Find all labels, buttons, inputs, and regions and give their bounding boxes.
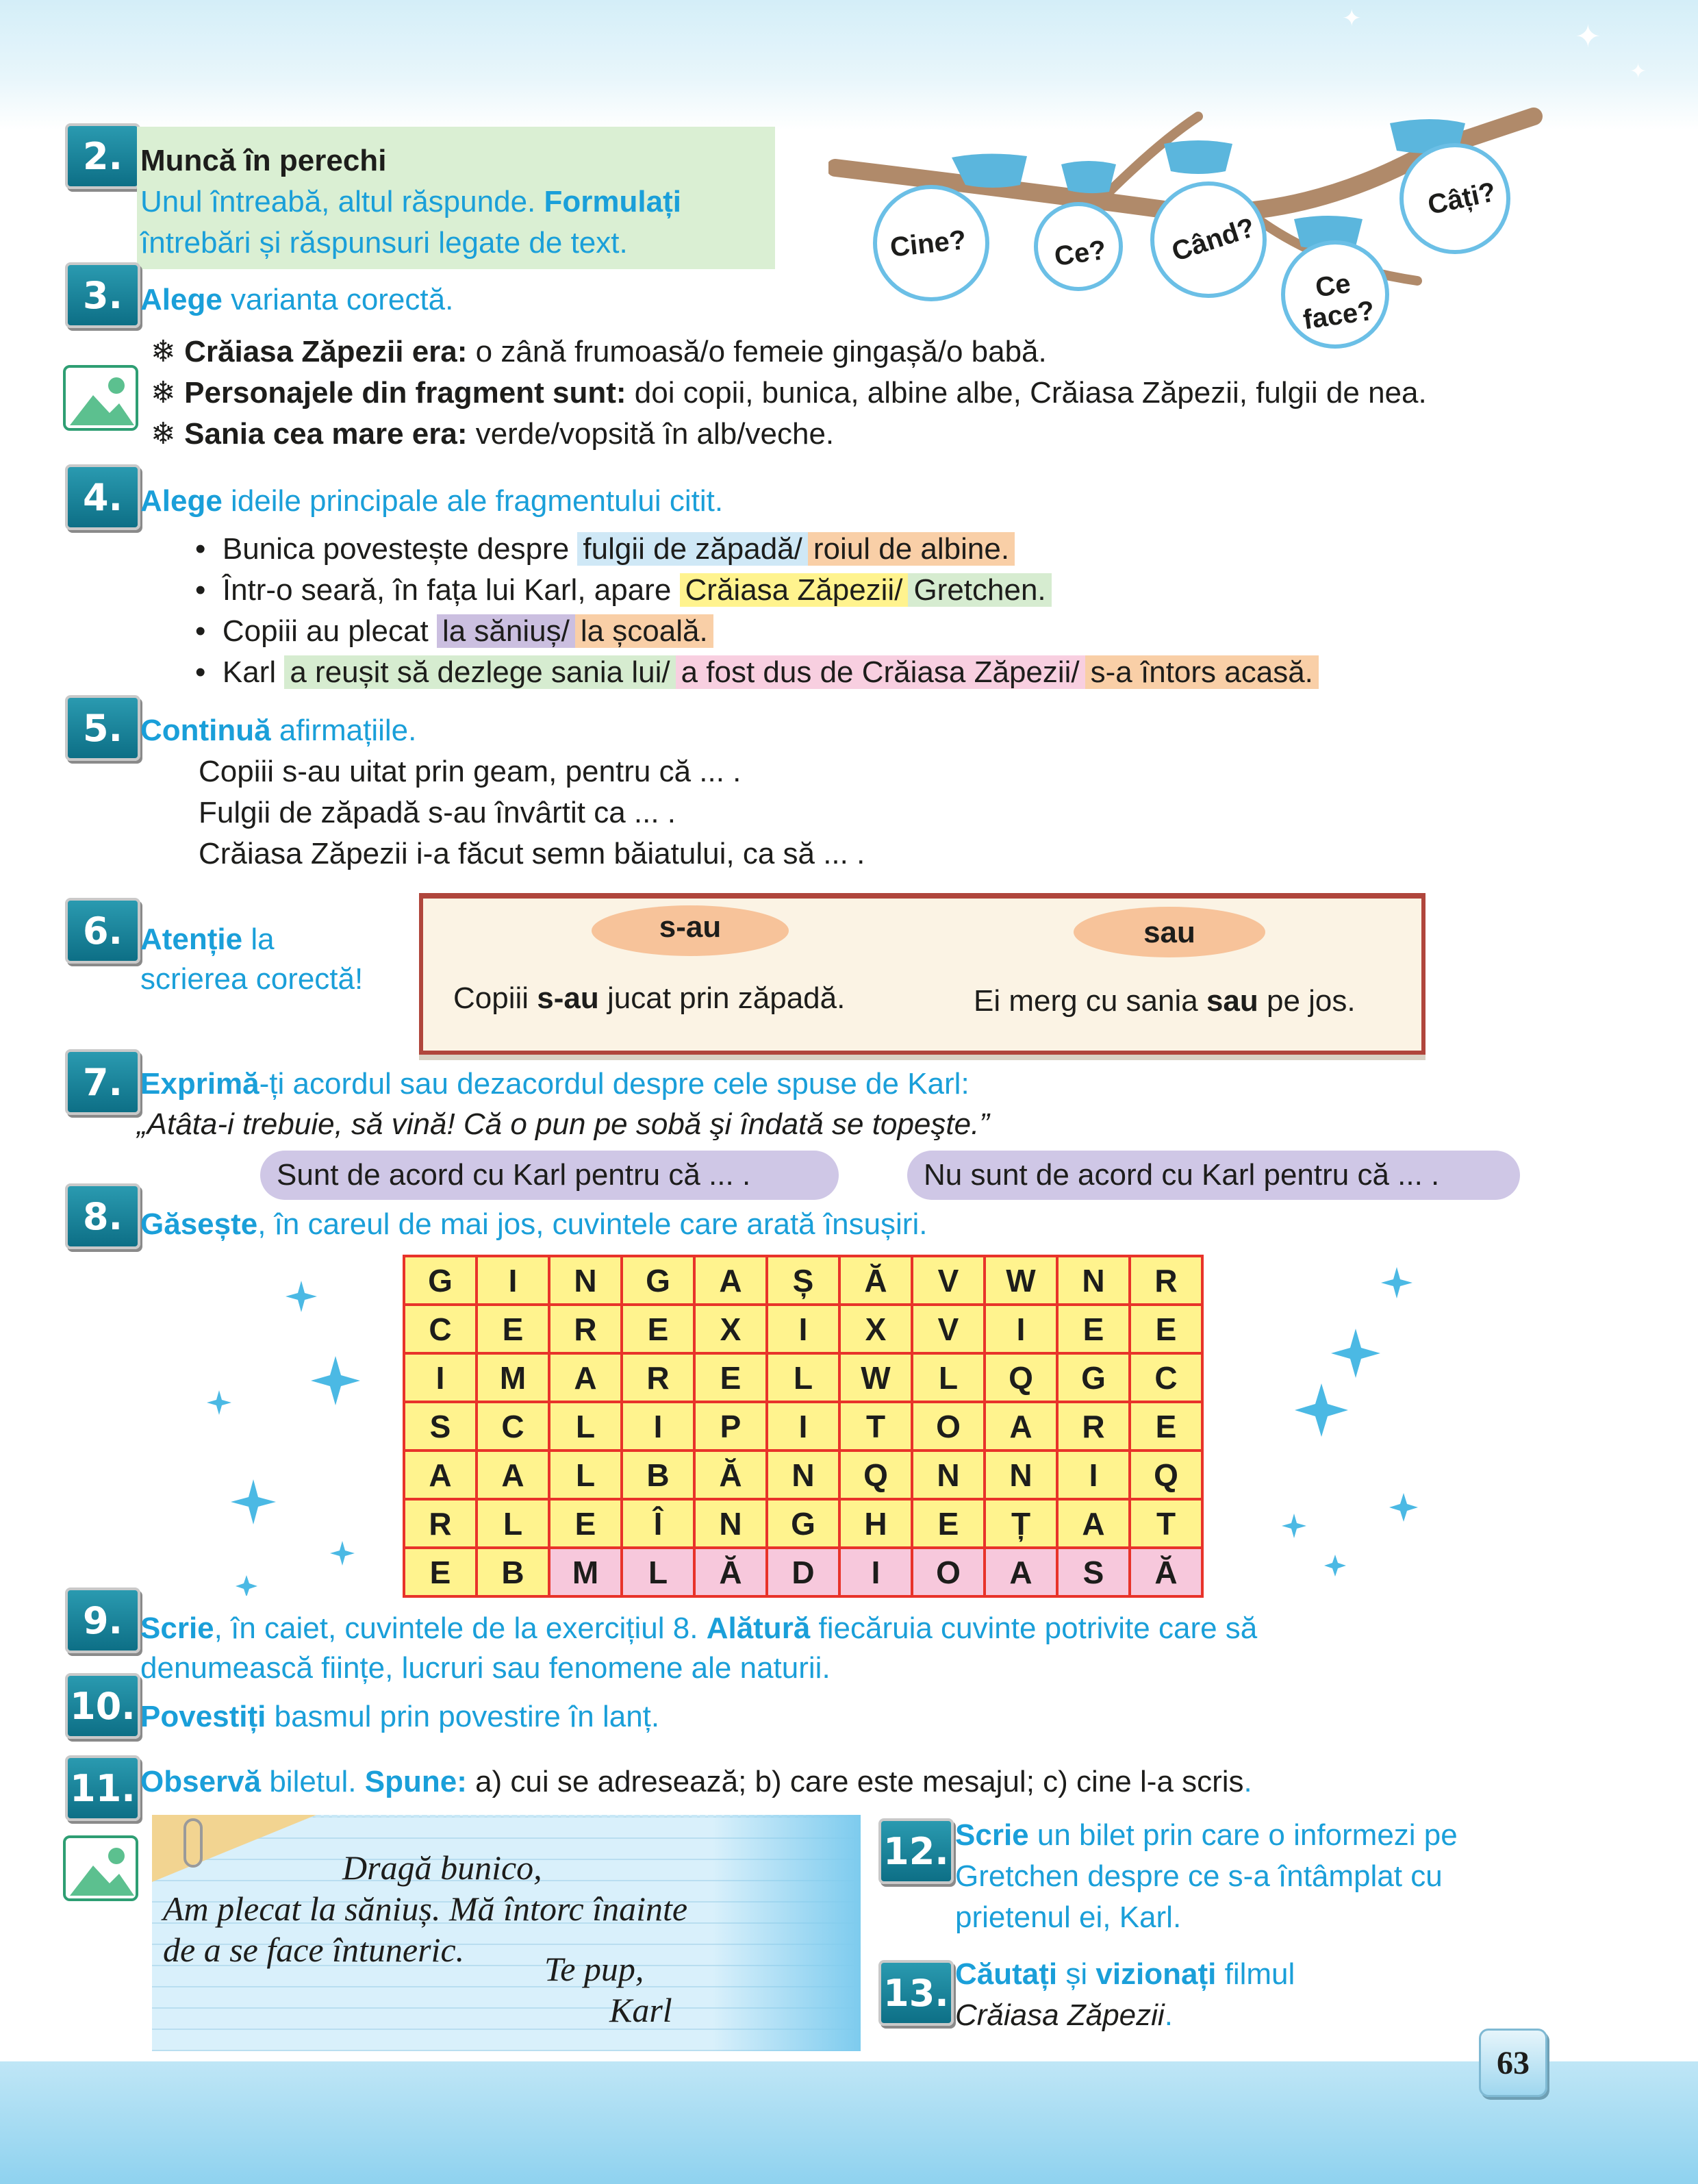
grid-cell[interactable]: T — [839, 1402, 912, 1451]
grid-cell[interactable]: I — [404, 1353, 477, 1402]
exercise-number-badge: 4. — [65, 464, 140, 530]
grid-cell[interactable]: O — [912, 1402, 985, 1451]
sparkle-icon: ✦ — [1575, 18, 1601, 54]
note-closing: Te pup, — [544, 1950, 644, 1988]
grid-cell[interactable]: L — [549, 1451, 622, 1499]
sparkles-right-decoration — [1253, 1253, 1431, 1596]
sparkle-icon: ✦ — [1630, 60, 1647, 83]
grid-cell[interactable]: C — [404, 1305, 477, 1353]
exercise-text: Crăiasa Zăpezii. — [955, 1998, 1173, 2032]
exercise-number-badge: 11. — [65, 1755, 140, 1821]
exercise-number-badge: 7. — [65, 1049, 140, 1115]
grid-cell[interactable]: Ă — [1130, 1548, 1202, 1596]
exercise-text: întrebări și răspunsuri legate de text. — [140, 226, 628, 260]
grid-row — [404, 1499, 1202, 1548]
snowflake-icon: ❄ — [151, 417, 185, 451]
exercise-text: Unul întreabă, altul răspunde. Formulați — [140, 185, 681, 218]
exercise-text: Observă biletul. Spune: a) cui se adresează; b) care este mesajul; c) cine l-a scris. — [140, 1765, 1252, 1798]
grid-cell[interactable]: X — [694, 1305, 767, 1353]
disagree-pill: Nu sunt de acord cu Karl pentru că ... . — [907, 1151, 1520, 1200]
grid-cell[interactable]: B — [622, 1451, 694, 1499]
grid-cell[interactable]: E — [622, 1305, 694, 1353]
page-number: 63 — [1479, 2029, 1547, 2097]
grid-cell[interactable]: I — [1057, 1451, 1130, 1499]
agree-pill: Sunt de acord cu Karl pentru că ... . — [260, 1151, 839, 1200]
exercise-text: Căutați și vizionați filmul — [955, 1957, 1295, 1991]
grid-cell[interactable]: G — [622, 1256, 694, 1305]
grid-cell[interactable]: N — [985, 1451, 1057, 1499]
grid-cell[interactable]: I — [985, 1305, 1057, 1353]
bubble-label: Cine? — [889, 225, 968, 263]
bullet-item: • Copiii au plecat la săniuș/ la școală. — [195, 611, 713, 652]
grid-row — [404, 1256, 1202, 1305]
choice-item: ❄ Sania cea mare era: verde/vopsită în alb/veche. — [151, 417, 835, 451]
grid-cell[interactable]: X — [839, 1305, 912, 1353]
grid-cell[interactable]: N — [912, 1451, 985, 1499]
grid-cell[interactable]: E — [404, 1548, 477, 1596]
grid-cell[interactable]: V — [912, 1305, 985, 1353]
grid-cell[interactable]: Ă — [694, 1451, 767, 1499]
bubble-label: Ce face? — [1301, 268, 1377, 336]
exercise-text: Scrie, în caiet, cuvintele de la exercițiul 8. Alătură fiecăruia cuvinte potrivite care să — [140, 1611, 1258, 1645]
sentence-line: Fulgii de zăpadă s-au învârtit ca ... . — [199, 796, 676, 829]
grid-cell[interactable]: A — [1057, 1499, 1130, 1548]
grid-cell[interactable]: S — [404, 1402, 477, 1451]
grid-cell[interactable]: E — [1130, 1305, 1202, 1353]
quote-text: „Atâta-i trebuie, să vină! Că o pun pe sobă şi îndată se topeşte.” — [137, 1107, 989, 1141]
bubble-label: Câți? — [1425, 177, 1499, 221]
note-greeting: Dragă bunico, — [342, 1848, 542, 1887]
exercise-number-badge: 13. — [878, 1960, 954, 2026]
note-signature: Karl — [609, 1991, 672, 2029]
exercise-text: Gretchen despre ce s-a întâmplat cu — [955, 1859, 1443, 1893]
grid-cell[interactable]: R — [622, 1353, 694, 1402]
grid-cell[interactable]: R — [549, 1305, 622, 1353]
exercise-text: denumească ființe, lucruri sau fenomene ale naturii. — [140, 1651, 831, 1685]
exercise-title: Exprimă-ți acordul sau dezacordul despre cele spuse de Karl: — [140, 1067, 970, 1101]
sparkles-left-decoration — [192, 1253, 370, 1596]
grid-cell[interactable]: V — [912, 1256, 985, 1305]
grid-cell[interactable]: N — [694, 1499, 767, 1548]
grid-cell[interactable]: I — [839, 1548, 912, 1596]
grid-cell[interactable]: A — [477, 1451, 549, 1499]
exercise-number-badge: 2. — [65, 123, 140, 189]
choice-item: ❄ Crăiasa Zăpezii era: o zână frumoasă/o femeie gingașă/o babă. — [151, 335, 1047, 368]
grid-cell[interactable]: Ș — [767, 1256, 839, 1305]
grid-cell[interactable]: G — [1057, 1353, 1130, 1402]
tag-label: s-au — [659, 910, 722, 944]
grid-cell[interactable]: E — [912, 1499, 985, 1548]
grid-cell[interactable]: I — [767, 1305, 839, 1353]
grid-cell[interactable]: M — [549, 1548, 622, 1596]
grid-cell[interactable]: H — [839, 1499, 912, 1548]
grid-cell[interactable]: B — [477, 1548, 549, 1596]
tag-label: sau — [1143, 916, 1195, 949]
footer-background — [0, 2061, 1698, 2184]
grid-cell[interactable]: R — [1057, 1402, 1130, 1451]
grid-row — [404, 1548, 1202, 1596]
grid-cell[interactable]: A — [404, 1451, 477, 1499]
grid-cell[interactable]: T — [1130, 1499, 1202, 1548]
exercise-text: prietenul ei, Karl. — [955, 1900, 1182, 1934]
grid-cell[interactable]: Ă — [839, 1256, 912, 1305]
bubble-label: Ce? — [1052, 234, 1108, 273]
exercise-title: Atenție la — [140, 922, 275, 956]
choice-item: ❄ Personajele din fragment sunt: doi copii, bunica, albine albe, Crăiasa Zăpezii, fulgii de nea. — [151, 376, 1427, 410]
example-sentence: Ei merg cu sania sau pe jos. — [974, 984, 1356, 1018]
bullet-item: • Karl a reușit să dezlege sania lui/ a fost dus de Crăiasa Zăpezii/ s-a întors acasă. — [195, 652, 1319, 693]
grid-cell[interactable]: L — [549, 1402, 622, 1451]
paperclip-icon — [183, 1818, 203, 1868]
grid-cell[interactable]: W — [839, 1353, 912, 1402]
exercise-number-badge: 12. — [878, 1818, 954, 1884]
grid-cell[interactable]: I — [767, 1402, 839, 1451]
grid-cell[interactable]: E — [1057, 1305, 1130, 1353]
example-sentence: Copiii s-au jucat prin zăpadă. — [453, 981, 846, 1015]
sentence-line: Crăiasa Zăpezii i-a făcut semn băiatului, ca să ... . — [199, 837, 865, 870]
exercise-title: Găsește, în careul de mai jos, cuvintele care arată însușiri. — [140, 1207, 928, 1241]
grid-cell[interactable]: Q — [985, 1353, 1057, 1402]
exercise-number-badge: 6. — [65, 898, 140, 964]
grid-row — [404, 1402, 1202, 1451]
grid-cell[interactable]: A — [985, 1402, 1057, 1451]
grid-cell[interactable]: W — [985, 1256, 1057, 1305]
sentence-line: Copiii s-au uitat prin geam, pentru că ... . — [199, 755, 742, 788]
exercise-title: scrierea corectă! — [140, 962, 364, 996]
grid-cell[interactable]: L — [767, 1353, 839, 1402]
grid-cell[interactable]: Ț — [985, 1499, 1057, 1548]
image-activity-icon — [63, 365, 138, 431]
exercise-title: Alege ideile principale ale fragmentului citit. — [140, 484, 724, 518]
grid-cell[interactable]: C — [477, 1402, 549, 1451]
exercise-number-badge: 3. — [65, 262, 140, 328]
grid-cell[interactable]: N — [549, 1256, 622, 1305]
grid-cell[interactable]: Q — [1130, 1451, 1202, 1499]
grid-cell[interactable]: Î — [622, 1499, 694, 1548]
word-search-grid — [403, 1255, 1204, 1598]
note-line: Am plecat la săniuș. Mă întorc înainte — [163, 1890, 688, 1928]
grid-cell[interactable]: R — [1130, 1256, 1202, 1305]
spelling-book — [419, 893, 1425, 1055]
snowflake-icon: ❄ — [151, 376, 185, 410]
grid-cell[interactable]: E — [694, 1353, 767, 1402]
exercise-number-badge: 10. — [65, 1673, 140, 1739]
grid-cell[interactable]: L — [912, 1353, 985, 1402]
grid-cell[interactable]: I — [477, 1256, 549, 1305]
bullet-item: • Bunica povestește despre fulgii de zăpadă/ roiul de albine. — [195, 529, 1015, 570]
grid-cell[interactable]: N — [1057, 1256, 1130, 1305]
grid-cell[interactable]: E — [549, 1499, 622, 1548]
snowflake-icon: ❄ — [151, 335, 185, 368]
exercise-text: Scrie un bilet prin care o informezi pe — [955, 1818, 1458, 1852]
sparkle-icon: ✦ — [1342, 5, 1362, 32]
grid-row — [404, 1353, 1202, 1402]
grid-cell[interactable]: A — [549, 1353, 622, 1402]
grid-cell[interactable]: S — [1057, 1548, 1130, 1596]
grid-cell[interactable]: C — [1130, 1353, 1202, 1402]
grid-row — [404, 1451, 1202, 1499]
grid-cell[interactable]: O — [912, 1548, 985, 1596]
grid-cell[interactable]: E — [477, 1305, 549, 1353]
grid-row — [404, 1305, 1202, 1353]
exercise-text: Povestiți basmul prin povestire în lanț. — [140, 1700, 660, 1733]
grid-cell[interactable]: A — [694, 1256, 767, 1305]
bullet-item: • Într-o seară, în fața lui Karl, apare Crăiasa Zăpezii/ Gretchen. — [195, 570, 1052, 611]
grid-cell[interactable]: E — [1130, 1402, 1202, 1451]
grid-cell[interactable]: L — [477, 1499, 549, 1548]
grid-cell[interactable]: M — [477, 1353, 549, 1402]
exercise-number-badge: 5. — [65, 695, 140, 761]
image-activity-icon — [63, 1835, 138, 1901]
grid-cell[interactable]: L — [622, 1548, 694, 1596]
note-line: de a se face întuneric. — [163, 1931, 465, 1969]
grid-cell[interactable]: R — [404, 1499, 477, 1548]
grid-cell[interactable]: G — [404, 1256, 477, 1305]
exercise-title: Continuă afirmațiile. — [140, 714, 417, 747]
grid-cell[interactable]: Q — [839, 1451, 912, 1499]
exercise-title: Alege varianta corectă. — [140, 283, 454, 316]
grid-cell[interactable]: G — [767, 1499, 839, 1548]
bubble-label: Când? — [1168, 212, 1259, 268]
grid-cell[interactable]: A — [985, 1548, 1057, 1596]
exercise-number-badge: 9. — [65, 1587, 140, 1653]
grid-cell[interactable]: Ă — [694, 1548, 767, 1596]
exercise-number-badge: 8. — [65, 1183, 140, 1249]
note-paper-shade — [712, 1815, 861, 2051]
grid-cell[interactable]: P — [694, 1402, 767, 1451]
exercise-title: Muncă în perechi — [140, 144, 387, 177]
grid-cell[interactable]: I — [622, 1402, 694, 1451]
grid-cell[interactable]: D — [767, 1548, 839, 1596]
grid-cell[interactable]: N — [767, 1451, 839, 1499]
